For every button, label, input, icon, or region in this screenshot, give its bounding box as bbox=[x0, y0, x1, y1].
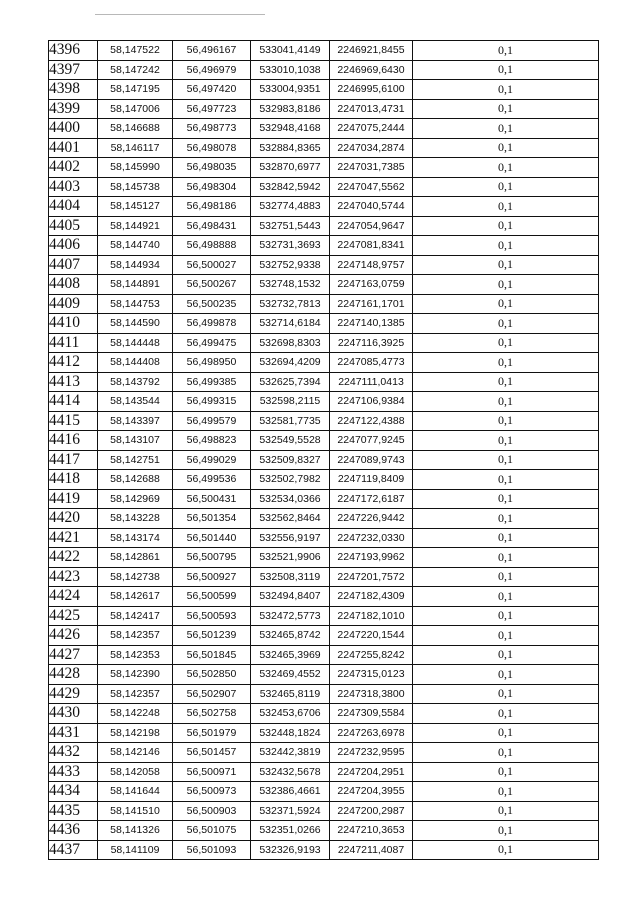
point-number-cell: 4399 bbox=[49, 99, 98, 119]
table-row bbox=[49, 197, 599, 217]
longitude-cell: 56,501354 bbox=[173, 509, 251, 529]
point-number-cell: 4402 bbox=[49, 158, 98, 178]
y-coordinate-cell: 2247122,4388 bbox=[330, 411, 413, 431]
point-number-cell: 4432 bbox=[49, 743, 98, 763]
point-number-cell: 4425 bbox=[49, 606, 98, 626]
table-row bbox=[49, 411, 599, 431]
accuracy-cell: 0,1 bbox=[413, 333, 599, 353]
longitude-cell: 56,499878 bbox=[173, 314, 251, 334]
latitude-cell: 58,145738 bbox=[98, 177, 173, 197]
table-row bbox=[49, 665, 599, 685]
table-row bbox=[49, 762, 599, 782]
accuracy-cell: 0,1 bbox=[413, 489, 599, 509]
latitude-cell: 58,147522 bbox=[98, 41, 173, 61]
latitude-cell: 58,142146 bbox=[98, 743, 173, 763]
point-number-cell: 4434 bbox=[49, 782, 98, 802]
longitude-cell: 56,500599 bbox=[173, 587, 251, 607]
x-coordinate-cell: 532562,8464 bbox=[251, 509, 330, 529]
latitude-cell: 58,141326 bbox=[98, 821, 173, 841]
x-coordinate-cell: 532884,8365 bbox=[251, 138, 330, 158]
point-number-cell: 4413 bbox=[49, 372, 98, 392]
accuracy-cell: 0,1 bbox=[413, 645, 599, 665]
page-top-rule bbox=[95, 14, 265, 15]
latitude-cell: 58,144891 bbox=[98, 275, 173, 295]
point-number-cell: 4420 bbox=[49, 509, 98, 529]
latitude-cell: 58,142353 bbox=[98, 645, 173, 665]
latitude-cell: 58,143107 bbox=[98, 431, 173, 451]
point-number-cell: 4400 bbox=[49, 119, 98, 139]
longitude-cell: 56,498186 bbox=[173, 197, 251, 217]
x-coordinate-cell: 532698,8303 bbox=[251, 333, 330, 353]
latitude-cell: 58,142617 bbox=[98, 587, 173, 607]
longitude-cell: 56,499536 bbox=[173, 470, 251, 490]
longitude-cell: 56,498950 bbox=[173, 353, 251, 373]
longitude-cell: 56,501093 bbox=[173, 840, 251, 860]
latitude-cell: 58,142751 bbox=[98, 450, 173, 470]
point-number-cell: 4421 bbox=[49, 528, 98, 548]
y-coordinate-cell: 2247255,8242 bbox=[330, 645, 413, 665]
x-coordinate-cell: 532534,0366 bbox=[251, 489, 330, 509]
table-row bbox=[49, 138, 599, 158]
y-coordinate-cell: 2247204,3955 bbox=[330, 782, 413, 802]
latitude-cell: 58,144448 bbox=[98, 333, 173, 353]
table-row bbox=[49, 704, 599, 724]
accuracy-cell: 0,1 bbox=[413, 782, 599, 802]
x-coordinate-cell: 532598,2115 bbox=[251, 392, 330, 412]
y-coordinate-cell: 2247172,6187 bbox=[330, 489, 413, 509]
table-row bbox=[49, 684, 599, 704]
table-row bbox=[49, 840, 599, 860]
x-coordinate-cell: 532714,6184 bbox=[251, 314, 330, 334]
latitude-cell: 58,143792 bbox=[98, 372, 173, 392]
accuracy-cell: 0,1 bbox=[413, 392, 599, 412]
point-number-cell: 4430 bbox=[49, 704, 98, 724]
x-coordinate-cell: 532432,5678 bbox=[251, 762, 330, 782]
table-row bbox=[49, 353, 599, 373]
accuracy-cell: 0,1 bbox=[413, 704, 599, 724]
table-row bbox=[49, 275, 599, 295]
y-coordinate-cell: 2247116,3925 bbox=[330, 333, 413, 353]
point-number-cell: 4424 bbox=[49, 587, 98, 607]
y-coordinate-cell: 2246995,6100 bbox=[330, 80, 413, 100]
accuracy-cell: 0,1 bbox=[413, 743, 599, 763]
latitude-cell: 58,142969 bbox=[98, 489, 173, 509]
x-coordinate-cell: 532752,9338 bbox=[251, 255, 330, 275]
y-coordinate-cell: 2247226,9442 bbox=[330, 509, 413, 529]
point-number-cell: 4401 bbox=[49, 138, 98, 158]
x-coordinate-cell: 532351,0266 bbox=[251, 821, 330, 841]
latitude-cell: 58,147242 bbox=[98, 60, 173, 80]
accuracy-cell: 0,1 bbox=[413, 197, 599, 217]
longitude-cell: 56,499315 bbox=[173, 392, 251, 412]
point-number-cell: 4423 bbox=[49, 567, 98, 587]
x-coordinate-cell: 532472,5773 bbox=[251, 606, 330, 626]
table-row bbox=[49, 255, 599, 275]
longitude-cell: 56,500971 bbox=[173, 762, 251, 782]
y-coordinate-cell: 2247200,2987 bbox=[330, 801, 413, 821]
y-coordinate-cell: 2247077,9245 bbox=[330, 431, 413, 451]
accuracy-cell: 0,1 bbox=[413, 177, 599, 197]
latitude-cell: 58,141510 bbox=[98, 801, 173, 821]
table-row bbox=[49, 314, 599, 334]
table-row bbox=[49, 470, 599, 490]
point-number-cell: 4405 bbox=[49, 216, 98, 236]
accuracy-cell: 0,1 bbox=[413, 567, 599, 587]
y-coordinate-cell: 2247111,0413 bbox=[330, 372, 413, 392]
point-number-cell: 4414 bbox=[49, 392, 98, 412]
point-number-cell: 4407 bbox=[49, 255, 98, 275]
x-coordinate-cell: 532694,4209 bbox=[251, 353, 330, 373]
table-row bbox=[49, 392, 599, 412]
x-coordinate-cell: 532465,8742 bbox=[251, 626, 330, 646]
accuracy-cell: 0,1 bbox=[413, 431, 599, 451]
table-row bbox=[49, 509, 599, 529]
x-coordinate-cell: 532326,9193 bbox=[251, 840, 330, 860]
table-row bbox=[49, 489, 599, 509]
x-coordinate-cell: 532549,5528 bbox=[251, 431, 330, 451]
y-coordinate-cell: 2247182,1010 bbox=[330, 606, 413, 626]
x-coordinate-cell: 532494,8407 bbox=[251, 587, 330, 607]
longitude-cell: 56,497723 bbox=[173, 99, 251, 119]
y-coordinate-cell: 2247309,5584 bbox=[330, 704, 413, 724]
table-row bbox=[49, 294, 599, 314]
longitude-cell: 56,496167 bbox=[173, 41, 251, 61]
table-row bbox=[49, 587, 599, 607]
latitude-cell: 58,143174 bbox=[98, 528, 173, 548]
x-coordinate-cell: 532556,9197 bbox=[251, 528, 330, 548]
table-row bbox=[49, 548, 599, 568]
latitude-cell: 58,142738 bbox=[98, 567, 173, 587]
latitude-cell: 58,146117 bbox=[98, 138, 173, 158]
point-number-cell: 4422 bbox=[49, 548, 98, 568]
latitude-cell: 58,143544 bbox=[98, 392, 173, 412]
point-number-cell: 4418 bbox=[49, 470, 98, 490]
x-coordinate-cell: 532748,1532 bbox=[251, 275, 330, 295]
accuracy-cell: 0,1 bbox=[413, 762, 599, 782]
accuracy-cell: 0,1 bbox=[413, 353, 599, 373]
longitude-cell: 56,500431 bbox=[173, 489, 251, 509]
latitude-cell: 58,141109 bbox=[98, 840, 173, 860]
x-coordinate-cell: 532983,8186 bbox=[251, 99, 330, 119]
latitude-cell: 58,142058 bbox=[98, 762, 173, 782]
latitude-cell: 58,142198 bbox=[98, 723, 173, 743]
accuracy-cell: 0,1 bbox=[413, 470, 599, 490]
accuracy-cell: 0,1 bbox=[413, 684, 599, 704]
accuracy-cell: 0,1 bbox=[413, 216, 599, 236]
y-coordinate-cell: 2247318,3800 bbox=[330, 684, 413, 704]
point-number-cell: 4398 bbox=[49, 80, 98, 100]
accuracy-cell: 0,1 bbox=[413, 99, 599, 119]
point-number-cell: 4409 bbox=[49, 294, 98, 314]
point-number-cell: 4437 bbox=[49, 840, 98, 860]
accuracy-cell: 0,1 bbox=[413, 255, 599, 275]
accuracy-cell: 0,1 bbox=[413, 528, 599, 548]
x-coordinate-cell: 532371,5924 bbox=[251, 801, 330, 821]
latitude-cell: 58,142390 bbox=[98, 665, 173, 685]
latitude-cell: 58,144740 bbox=[98, 236, 173, 256]
table-row bbox=[49, 450, 599, 470]
y-coordinate-cell: 2247075,2444 bbox=[330, 119, 413, 139]
point-number-cell: 4406 bbox=[49, 236, 98, 256]
point-number-cell: 4435 bbox=[49, 801, 98, 821]
accuracy-cell: 0,1 bbox=[413, 840, 599, 860]
latitude-cell: 58,142357 bbox=[98, 684, 173, 704]
table-row bbox=[49, 158, 599, 178]
x-coordinate-cell: 533004,9351 bbox=[251, 80, 330, 100]
y-coordinate-cell: 2246921,8455 bbox=[330, 41, 413, 61]
x-coordinate-cell: 532442,3819 bbox=[251, 743, 330, 763]
longitude-cell: 56,500027 bbox=[173, 255, 251, 275]
point-number-cell: 4404 bbox=[49, 197, 98, 217]
longitude-cell: 56,502850 bbox=[173, 665, 251, 685]
table-row bbox=[49, 60, 599, 80]
accuracy-cell: 0,1 bbox=[413, 236, 599, 256]
table-row bbox=[49, 431, 599, 451]
latitude-cell: 58,144408 bbox=[98, 353, 173, 373]
x-coordinate-cell: 532948,4168 bbox=[251, 119, 330, 139]
y-coordinate-cell: 2247054,9647 bbox=[330, 216, 413, 236]
longitude-cell: 56,498304 bbox=[173, 177, 251, 197]
x-coordinate-cell: 532386,4661 bbox=[251, 782, 330, 802]
x-coordinate-cell: 532581,7735 bbox=[251, 411, 330, 431]
y-coordinate-cell: 2247161,1701 bbox=[330, 294, 413, 314]
table-row bbox=[49, 177, 599, 197]
accuracy-cell: 0,1 bbox=[413, 80, 599, 100]
coordinates-table-body bbox=[49, 41, 599, 860]
y-coordinate-cell: 2247232,9595 bbox=[330, 743, 413, 763]
y-coordinate-cell: 2247040,5744 bbox=[330, 197, 413, 217]
longitude-cell: 56,500235 bbox=[173, 294, 251, 314]
longitude-cell: 56,501075 bbox=[173, 821, 251, 841]
y-coordinate-cell: 2247081,8341 bbox=[330, 236, 413, 256]
x-coordinate-cell: 532465,8119 bbox=[251, 684, 330, 704]
x-coordinate-cell: 532521,9906 bbox=[251, 548, 330, 568]
point-number-cell: 4412 bbox=[49, 353, 98, 373]
longitude-cell: 56,498888 bbox=[173, 236, 251, 256]
table-row bbox=[49, 99, 599, 119]
longitude-cell: 56,500927 bbox=[173, 567, 251, 587]
y-coordinate-cell: 2247263,6978 bbox=[330, 723, 413, 743]
table-row bbox=[49, 236, 599, 256]
point-number-cell: 4426 bbox=[49, 626, 98, 646]
accuracy-cell: 0,1 bbox=[413, 294, 599, 314]
longitude-cell: 56,496979 bbox=[173, 60, 251, 80]
accuracy-cell: 0,1 bbox=[413, 158, 599, 178]
y-coordinate-cell: 2247182,4309 bbox=[330, 587, 413, 607]
latitude-cell: 58,142861 bbox=[98, 548, 173, 568]
point-number-cell: 4415 bbox=[49, 411, 98, 431]
point-number-cell: 4416 bbox=[49, 431, 98, 451]
table-row bbox=[49, 821, 599, 841]
accuracy-cell: 0,1 bbox=[413, 60, 599, 80]
latitude-cell: 58,144753 bbox=[98, 294, 173, 314]
point-number-cell: 4397 bbox=[49, 60, 98, 80]
longitude-cell: 56,501979 bbox=[173, 723, 251, 743]
x-coordinate-cell: 532842,5942 bbox=[251, 177, 330, 197]
accuracy-cell: 0,1 bbox=[413, 450, 599, 470]
x-coordinate-cell: 532508,3119 bbox=[251, 567, 330, 587]
x-coordinate-cell: 532625,7394 bbox=[251, 372, 330, 392]
x-coordinate-cell: 532465,3969 bbox=[251, 645, 330, 665]
latitude-cell: 58,147006 bbox=[98, 99, 173, 119]
table-row bbox=[49, 528, 599, 548]
accuracy-cell: 0,1 bbox=[413, 138, 599, 158]
table-row bbox=[49, 119, 599, 139]
table-row bbox=[49, 782, 599, 802]
table-row bbox=[49, 743, 599, 763]
table-row bbox=[49, 801, 599, 821]
longitude-cell: 56,502907 bbox=[173, 684, 251, 704]
x-coordinate-cell: 532509,8327 bbox=[251, 450, 330, 470]
table-row bbox=[49, 372, 599, 392]
accuracy-cell: 0,1 bbox=[413, 626, 599, 646]
point-number-cell: 4408 bbox=[49, 275, 98, 295]
point-number-cell: 4403 bbox=[49, 177, 98, 197]
x-coordinate-cell: 532502,7982 bbox=[251, 470, 330, 490]
accuracy-cell: 0,1 bbox=[413, 119, 599, 139]
latitude-cell: 58,142248 bbox=[98, 704, 173, 724]
latitude-cell: 58,142688 bbox=[98, 470, 173, 490]
table-row bbox=[49, 333, 599, 353]
coordinates-table bbox=[48, 40, 599, 860]
y-coordinate-cell: 2247201,7572 bbox=[330, 567, 413, 587]
latitude-cell: 58,141644 bbox=[98, 782, 173, 802]
y-coordinate-cell: 2247119,8409 bbox=[330, 470, 413, 490]
x-coordinate-cell: 532751,5443 bbox=[251, 216, 330, 236]
latitude-cell: 58,145127 bbox=[98, 197, 173, 217]
longitude-cell: 56,499029 bbox=[173, 450, 251, 470]
accuracy-cell: 0,1 bbox=[413, 587, 599, 607]
longitude-cell: 56,498078 bbox=[173, 138, 251, 158]
table-row bbox=[49, 626, 599, 646]
latitude-cell: 58,144934 bbox=[98, 255, 173, 275]
point-number-cell: 4427 bbox=[49, 645, 98, 665]
accuracy-cell: 0,1 bbox=[413, 41, 599, 61]
longitude-cell: 56,499579 bbox=[173, 411, 251, 431]
accuracy-cell: 0,1 bbox=[413, 275, 599, 295]
latitude-cell: 58,145990 bbox=[98, 158, 173, 178]
point-number-cell: 4436 bbox=[49, 821, 98, 841]
x-coordinate-cell: 532774,4883 bbox=[251, 197, 330, 217]
y-coordinate-cell: 2247193,9962 bbox=[330, 548, 413, 568]
x-coordinate-cell: 532731,3693 bbox=[251, 236, 330, 256]
latitude-cell: 58,142357 bbox=[98, 626, 173, 646]
table-row bbox=[49, 80, 599, 100]
table-row bbox=[49, 216, 599, 236]
longitude-cell: 56,500593 bbox=[173, 606, 251, 626]
longitude-cell: 56,500903 bbox=[173, 801, 251, 821]
x-coordinate-cell: 533041,4149 bbox=[251, 41, 330, 61]
y-coordinate-cell: 2247210,3653 bbox=[330, 821, 413, 841]
y-coordinate-cell: 2247140,1385 bbox=[330, 314, 413, 334]
point-number-cell: 4396 bbox=[49, 41, 98, 61]
y-coordinate-cell: 2246969,6430 bbox=[330, 60, 413, 80]
point-number-cell: 4411 bbox=[49, 333, 98, 353]
point-number-cell: 4433 bbox=[49, 762, 98, 782]
y-coordinate-cell: 2247232,0330 bbox=[330, 528, 413, 548]
accuracy-cell: 0,1 bbox=[413, 509, 599, 529]
longitude-cell: 56,498823 bbox=[173, 431, 251, 451]
x-coordinate-cell: 533010,1038 bbox=[251, 60, 330, 80]
latitude-cell: 58,142417 bbox=[98, 606, 173, 626]
y-coordinate-cell: 2247047,5562 bbox=[330, 177, 413, 197]
accuracy-cell: 0,1 bbox=[413, 821, 599, 841]
accuracy-cell: 0,1 bbox=[413, 606, 599, 626]
x-coordinate-cell: 532870,6977 bbox=[251, 158, 330, 178]
longitude-cell: 56,501845 bbox=[173, 645, 251, 665]
accuracy-cell: 0,1 bbox=[413, 665, 599, 685]
point-number-cell: 4419 bbox=[49, 489, 98, 509]
x-coordinate-cell: 532469,4552 bbox=[251, 665, 330, 685]
accuracy-cell: 0,1 bbox=[413, 372, 599, 392]
y-coordinate-cell: 2247220,1544 bbox=[330, 626, 413, 646]
latitude-cell: 58,147195 bbox=[98, 80, 173, 100]
y-coordinate-cell: 2247315,0123 bbox=[330, 665, 413, 685]
y-coordinate-cell: 2247031,7385 bbox=[330, 158, 413, 178]
latitude-cell: 58,144921 bbox=[98, 216, 173, 236]
latitude-cell: 58,143228 bbox=[98, 509, 173, 529]
y-coordinate-cell: 2247106,9384 bbox=[330, 392, 413, 412]
longitude-cell: 56,499475 bbox=[173, 333, 251, 353]
point-number-cell: 4410 bbox=[49, 314, 98, 334]
latitude-cell: 58,143397 bbox=[98, 411, 173, 431]
point-number-cell: 4417 bbox=[49, 450, 98, 470]
point-number-cell: 4428 bbox=[49, 665, 98, 685]
x-coordinate-cell: 532732,7813 bbox=[251, 294, 330, 314]
point-number-cell: 4429 bbox=[49, 684, 98, 704]
y-coordinate-cell: 2247085,4773 bbox=[330, 353, 413, 373]
x-coordinate-cell: 532453,6706 bbox=[251, 704, 330, 724]
accuracy-cell: 0,1 bbox=[413, 411, 599, 431]
longitude-cell: 56,499385 bbox=[173, 372, 251, 392]
longitude-cell: 56,498035 bbox=[173, 158, 251, 178]
longitude-cell: 56,500973 bbox=[173, 782, 251, 802]
table-row bbox=[49, 606, 599, 626]
y-coordinate-cell: 2247204,2951 bbox=[330, 762, 413, 782]
accuracy-cell: 0,1 bbox=[413, 314, 599, 334]
longitude-cell: 56,501239 bbox=[173, 626, 251, 646]
longitude-cell: 56,498773 bbox=[173, 119, 251, 139]
longitude-cell: 56,500795 bbox=[173, 548, 251, 568]
latitude-cell: 58,146688 bbox=[98, 119, 173, 139]
longitude-cell: 56,502758 bbox=[173, 704, 251, 724]
y-coordinate-cell: 2247163,0759 bbox=[330, 275, 413, 295]
y-coordinate-cell: 2247013,4731 bbox=[330, 99, 413, 119]
accuracy-cell: 0,1 bbox=[413, 548, 599, 568]
y-coordinate-cell: 2247034,2874 bbox=[330, 138, 413, 158]
table-row bbox=[49, 723, 599, 743]
longitude-cell: 56,501457 bbox=[173, 743, 251, 763]
y-coordinate-cell: 2247089,9743 bbox=[330, 450, 413, 470]
longitude-cell: 56,497420 bbox=[173, 80, 251, 100]
y-coordinate-cell: 2247211,4087 bbox=[330, 840, 413, 860]
table-row bbox=[49, 645, 599, 665]
accuracy-cell: 0,1 bbox=[413, 723, 599, 743]
x-coordinate-cell: 532448,1824 bbox=[251, 723, 330, 743]
longitude-cell: 56,498431 bbox=[173, 216, 251, 236]
accuracy-cell: 0,1 bbox=[413, 801, 599, 821]
y-coordinate-cell: 2247148,9757 bbox=[330, 255, 413, 275]
point-number-cell: 4431 bbox=[49, 723, 98, 743]
latitude-cell: 58,144590 bbox=[98, 314, 173, 334]
longitude-cell: 56,501440 bbox=[173, 528, 251, 548]
longitude-cell: 56,500267 bbox=[173, 275, 251, 295]
table-row bbox=[49, 41, 599, 61]
table-row bbox=[49, 567, 599, 587]
